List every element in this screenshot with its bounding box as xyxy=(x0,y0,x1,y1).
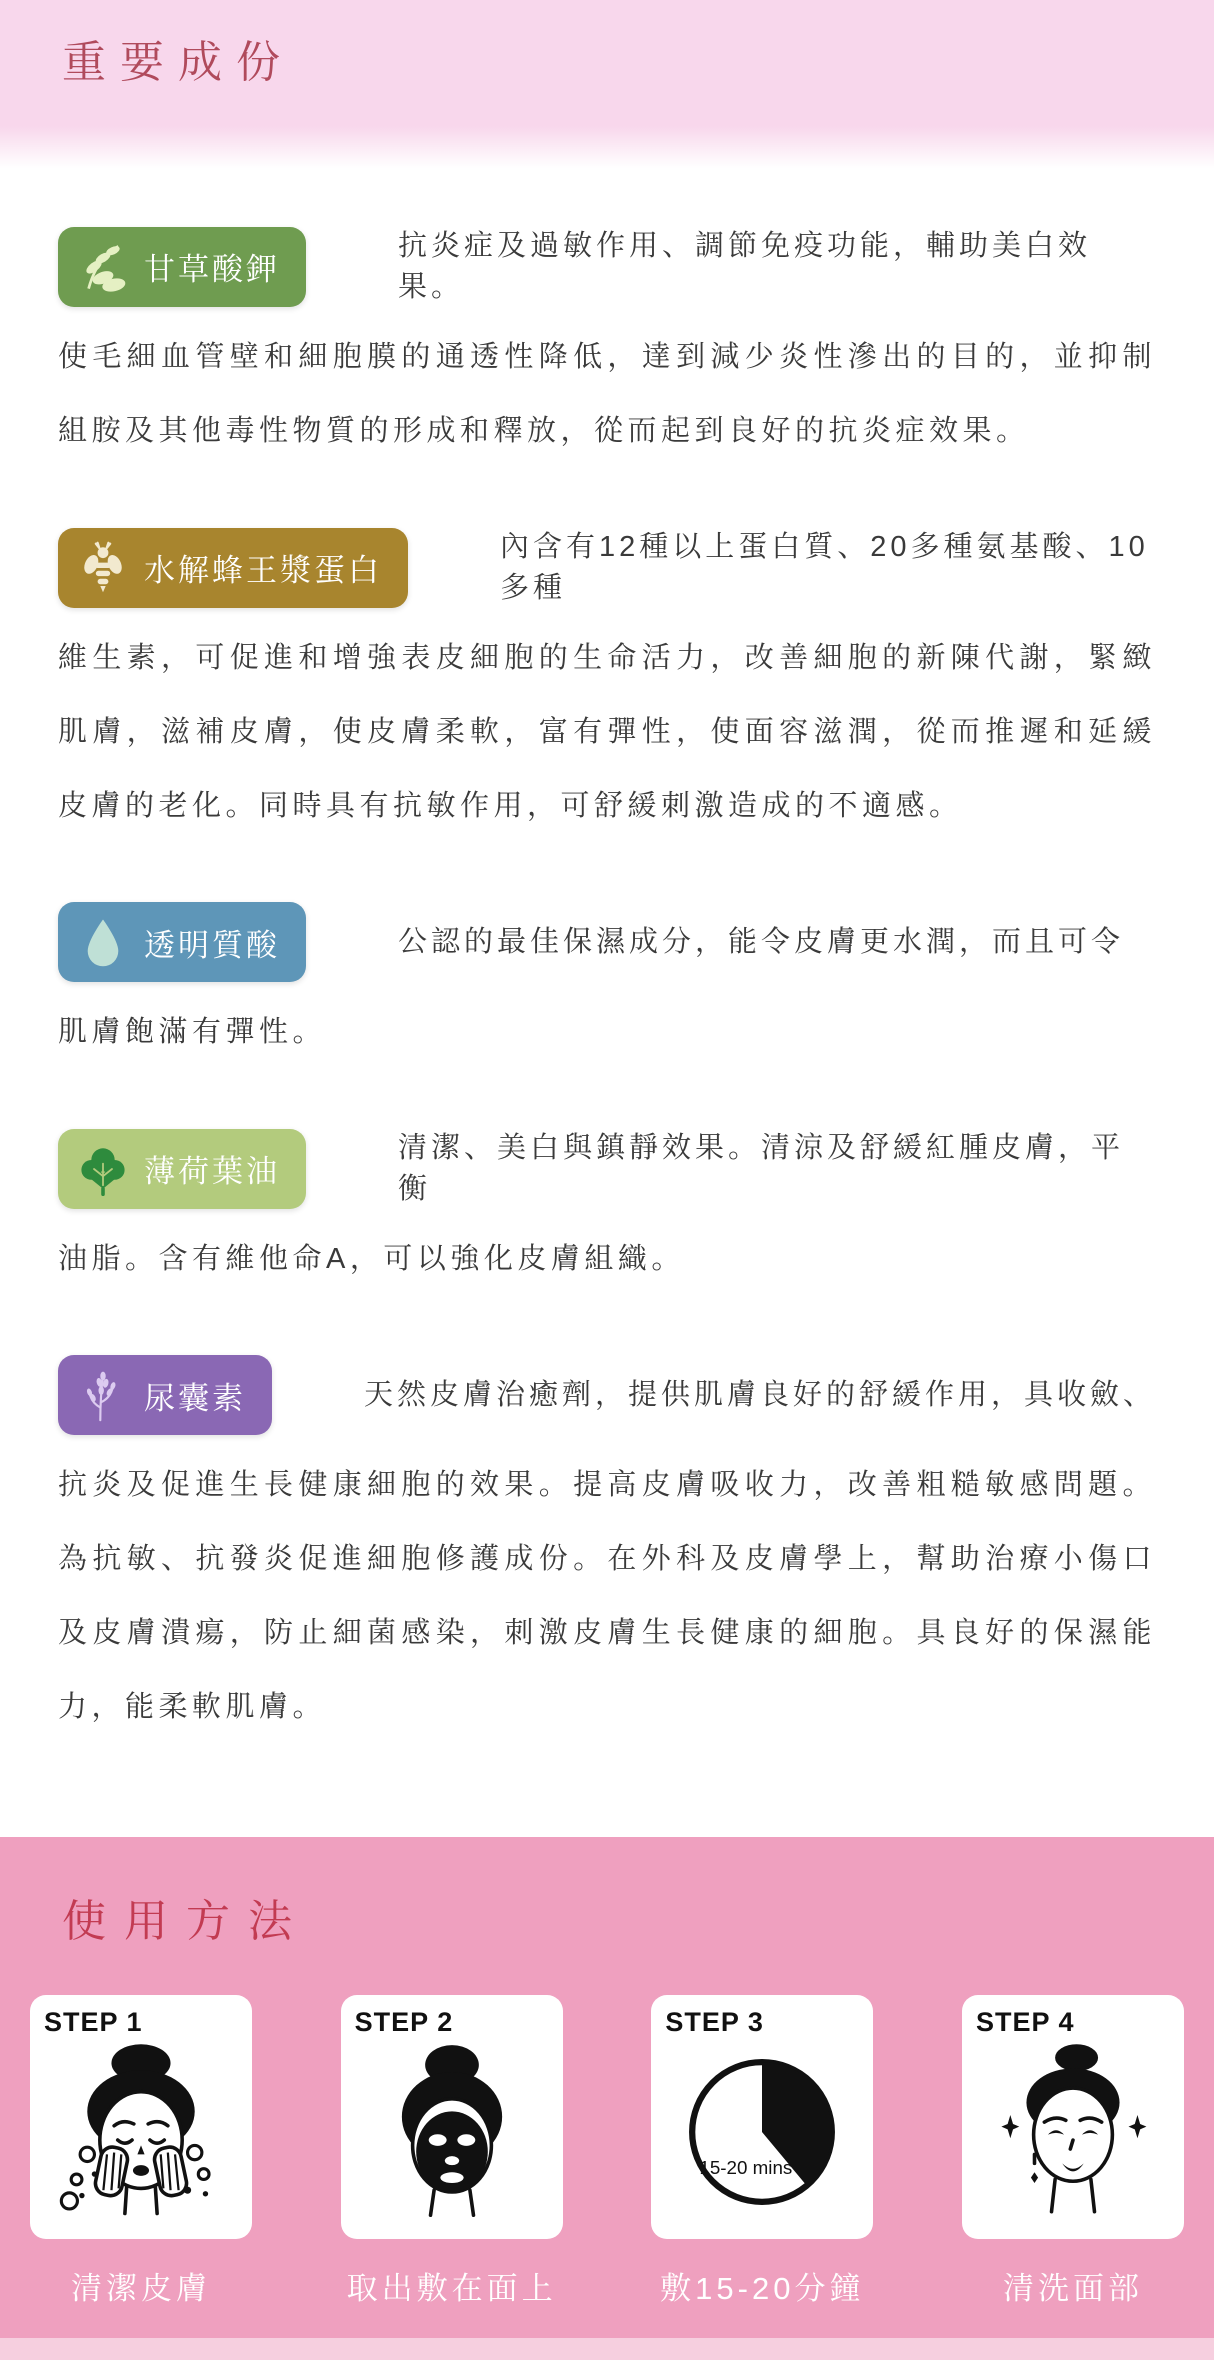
step-label: STEP 3 xyxy=(665,2006,764,2037)
step-caption: 敷15-20分鐘 xyxy=(660,2270,865,2306)
ingredient-head xyxy=(58,902,1156,982)
ingredient-section-royal-jelly xyxy=(58,527,1156,844)
step-card xyxy=(651,1995,873,2239)
ingredient-section-licorice xyxy=(58,226,1156,469)
ingredient-section-mint-oil xyxy=(58,1128,1156,1297)
mask-on-face-icon xyxy=(355,2038,549,2226)
page-title: 重要成份 xyxy=(62,38,294,87)
lavender-icon xyxy=(76,1368,130,1422)
bee-icon xyxy=(76,541,130,595)
ingredients-header-band xyxy=(0,0,1214,168)
clean-face-icon xyxy=(976,2038,1170,2226)
step-label: STEP 2 xyxy=(354,2006,454,2037)
ingredient-badge-label: 甘草酸鉀 xyxy=(144,252,280,288)
mint-leaf-icon xyxy=(76,1142,130,1196)
ingredient-head xyxy=(58,1355,1156,1435)
ingredient-badge xyxy=(58,902,306,982)
usage-steps-row xyxy=(0,1949,1214,2308)
ingredient-intro: 天然皮膚治癒劑，提供肌膚良好的舒緩作用，具收斂、 xyxy=(364,1378,1157,1411)
ingredient-head xyxy=(58,1128,1156,1209)
ingredient-badge-label: 透明質酸 xyxy=(144,927,280,963)
timer-label: 15-20 mins xyxy=(699,2156,793,2178)
usage-step-3 xyxy=(651,1995,873,2308)
herb-leaves-icon xyxy=(76,240,130,294)
ingredient-body: 維生素，可促進和增強表皮細胞的生命活力，改善細胞的新陳代謝，緊緻肌膚，滋補皮膚，使皮膚柔軟，富有彈性，使面容滋潤，從而推遲和延緩皮膚的老化。同時具有抗敏作用，可舒緩刺激造成的不適感。 xyxy=(58,642,1156,823)
ingredient-badge-label: 薄荷葉油 xyxy=(144,1154,280,1190)
ingredient-badge xyxy=(58,1129,306,1209)
step-caption: 取出敷在面上 xyxy=(346,2270,557,2306)
washing-face-icon xyxy=(44,2038,238,2226)
ingredient-badge xyxy=(58,1355,272,1435)
step-card xyxy=(30,1995,252,2239)
usage-step-1 xyxy=(30,1995,252,2308)
ingredient-intro: 公認的最佳保濕成分，能令皮膚更水潤，而且可令 xyxy=(398,925,1125,958)
ingredients-list xyxy=(0,168,1214,1837)
ingredient-intro: 抗炎症及過敏作用、調節免疫功能，輔助美白效果。 xyxy=(398,230,1092,303)
ingredient-body: 肌膚飽滿有彈性。 xyxy=(58,1016,327,1049)
usage-step-4 xyxy=(962,1995,1184,2308)
step-label: STEP 4 xyxy=(975,2006,1075,2037)
ingredient-body: 抗炎及促進生長健康細胞的效果。提高皮膚吸收力，改善粗糙敏感問題。為抗敏、抗發炎促進細胞修護成份。在外科及皮膚學上，幫助治療小傷口及皮膚潰瘍，防止細菌感染，刺激皮膚生長健康的細胞。具良好的保濕能力，能柔軟肌膚。 xyxy=(58,1469,1156,1723)
ingredient-head xyxy=(58,527,1156,608)
band-fade xyxy=(0,126,1214,168)
step-card xyxy=(341,1995,563,2239)
step-caption: 清潔皮膚 xyxy=(71,2270,211,2306)
ingredient-intro: 內含有12種以上蛋白質、20多種氨基酸、10多種 xyxy=(500,531,1149,604)
step-label: STEP 1 xyxy=(44,2006,143,2037)
ingredient-section-hyaluronic-acid xyxy=(58,902,1156,1070)
ingredient-head xyxy=(58,226,1156,307)
ingredient-section-allantoin xyxy=(58,1355,1156,1745)
step-caption: 清洗面部 xyxy=(1002,2270,1143,2306)
usage-section xyxy=(0,1837,1214,2360)
ingredient-badge xyxy=(58,227,306,307)
ingredient-body: 油脂。含有維他命A，可以強化皮膚組織。 xyxy=(58,1243,685,1276)
timer-icon xyxy=(665,2038,859,2226)
usage-title: 使用方法 xyxy=(62,1896,310,1946)
ingredient-badge-label: 水解蜂王漿蛋白 xyxy=(144,553,382,589)
ingredient-badge-label: 尿囊素 xyxy=(144,1380,246,1416)
ingredient-intro: 清潔、美白與鎮靜效果。清涼及舒緩紅腫皮膚，平衡 xyxy=(398,1132,1125,1205)
usage-footer-strip xyxy=(0,2338,1214,2360)
step-card xyxy=(962,1995,1184,2239)
ingredient-badge xyxy=(58,528,408,608)
water-drop-icon xyxy=(76,915,130,969)
usage-step-2 xyxy=(341,1995,563,2308)
ingredient-body: 使毛細血管壁和細胞膜的通透性降低，達到減少炎性滲出的目的，並抑制組胺及其他毒性物質的形成和釋放，從而起到良好的抗炎症效果。 xyxy=(58,341,1156,448)
